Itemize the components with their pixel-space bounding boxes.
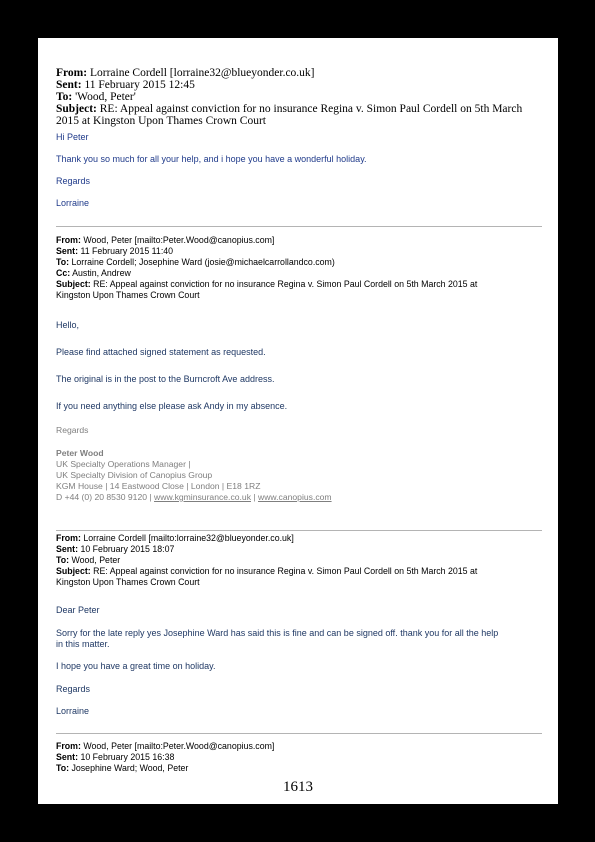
body-line: in this matter. — [56, 639, 110, 649]
signature-division: UK Specialty Division of Canopius Group — [56, 470, 213, 480]
subject-value: RE: Appeal against conviction for no insurance Regina v. Simon Paul Cordell on 5th March 2015 at — [93, 566, 478, 576]
to-label: To: — [56, 763, 70, 773]
page-number: 1613 — [283, 779, 313, 795]
subject-label: Subject: — [56, 279, 91, 289]
from-value: Lorraine Cordell [lorraine32@blueyonder.co.uk] — [89, 67, 315, 79]
kgm-website-link[interactable]: www.kgminsurance.co.uk — [154, 492, 251, 502]
subject-value: RE: Appeal against conviction for no insurance Regina v. Simon Paul Cordell on 5th March — [99, 103, 523, 115]
to-label: To: — [56, 257, 70, 267]
body-line: Regards — [56, 684, 91, 694]
subject-continued: Kingston Upon Thames Crown Court — [56, 290, 200, 300]
from-label: From: — [56, 67, 88, 79]
subject-label: Subject: — [56, 103, 97, 115]
from-value: Wood, Peter [mailto:Peter.Wood@canopius.com] — [83, 235, 275, 245]
email-header-2 — [56, 235, 542, 301]
regards-text: Regards — [56, 425, 89, 435]
sent-label: Sent: — [56, 544, 78, 554]
signature-address: KGM House | 14 Eastwood Close | London | E18 1RZ — [56, 481, 261, 491]
body-line: Lorraine — [56, 198, 90, 208]
email-body-2 — [56, 320, 542, 410]
separator-rule — [56, 226, 542, 227]
email-body-3 — [56, 605, 542, 715]
body-line: Lorraine — [56, 706, 90, 716]
cc-value: Austin, Andrew — [72, 268, 131, 278]
sent-value: 10 February 2015 16:38 — [80, 752, 175, 762]
canopius-website-link[interactable]: www.canopius.com — [258, 492, 332, 502]
body-line: Thank you so much for all your help, and i hope you have a wonderful holiday. — [56, 154, 367, 164]
subject-label: Subject: — [56, 566, 91, 576]
from-label: From: — [56, 235, 81, 245]
signature-name: Peter Wood — [56, 448, 104, 458]
body-line: Please find attached signed statement as requested. — [56, 347, 266, 357]
body-line: Hello, — [56, 320, 80, 330]
signature-phone: D +44 (0) 20 8530 9120 | — [56, 492, 152, 502]
body-line: I hope you have a great time on holiday. — [56, 661, 216, 671]
body-line: Dear Peter — [56, 605, 100, 615]
body-line: Sorry for the late reply yes Josephine Ward has said this is fine and can be signed off. thank you for all the help — [56, 628, 499, 638]
sent-label: Sent: — [56, 246, 78, 256]
signature-title: UK Specialty Operations Manager | — [56, 459, 191, 469]
sent-value: 11 February 2015 12:45 — [84, 79, 195, 91]
link-separator: | — [253, 492, 256, 502]
from-label: From: — [56, 533, 81, 543]
body-line: Regards — [56, 176, 91, 186]
sent-label: Sent: — [56, 752, 78, 762]
sent-value: 11 February 2015 11:40 — [80, 246, 174, 256]
to-label: To: — [56, 555, 70, 565]
from-value: Wood, Peter [mailto:Peter.Wood@canopius.com] — [83, 741, 275, 751]
to-value: Lorraine Cordell; Josephine Ward (josie@michaelcarrollandco.com) — [71, 257, 335, 267]
body-line: The original is in the post to the Burncroft Ave address. — [56, 374, 275, 384]
from-value: Lorraine Cordell [mailto:lorraine32@blueyonder.co.uk] — [83, 533, 294, 543]
email-header-4 — [56, 741, 542, 774]
subject-continued: 2015 at Kingston Upon Thames Crown Court — [56, 115, 266, 127]
to-value: 'Wood, Peter' — [75, 91, 136, 103]
document-page — [38, 38, 558, 804]
to-value: Wood, Peter — [71, 555, 121, 565]
body-line: If you need anything else please ask Andy in my absence. — [56, 401, 288, 411]
subject-continued: Kingston Upon Thames Crown Court — [56, 577, 200, 587]
separator-rule — [56, 733, 542, 734]
to-label: To: — [56, 91, 73, 103]
separator-rule — [56, 530, 542, 531]
from-label: From: — [56, 741, 81, 751]
cc-label: Cc: — [56, 268, 71, 278]
email-header-1 — [56, 67, 542, 127]
body-line: Hi Peter — [56, 132, 89, 142]
to-value: Josephine Ward; Wood, Peter — [71, 763, 189, 773]
email-header-3 — [56, 533, 542, 588]
sent-value: 10 February 2015 18:07 — [80, 544, 175, 554]
sent-label: Sent: — [56, 79, 82, 91]
subject-value: RE: Appeal against conviction for no insurance Regina v. Simon Paul Cordell on 5th March 2015 at — [93, 279, 478, 289]
